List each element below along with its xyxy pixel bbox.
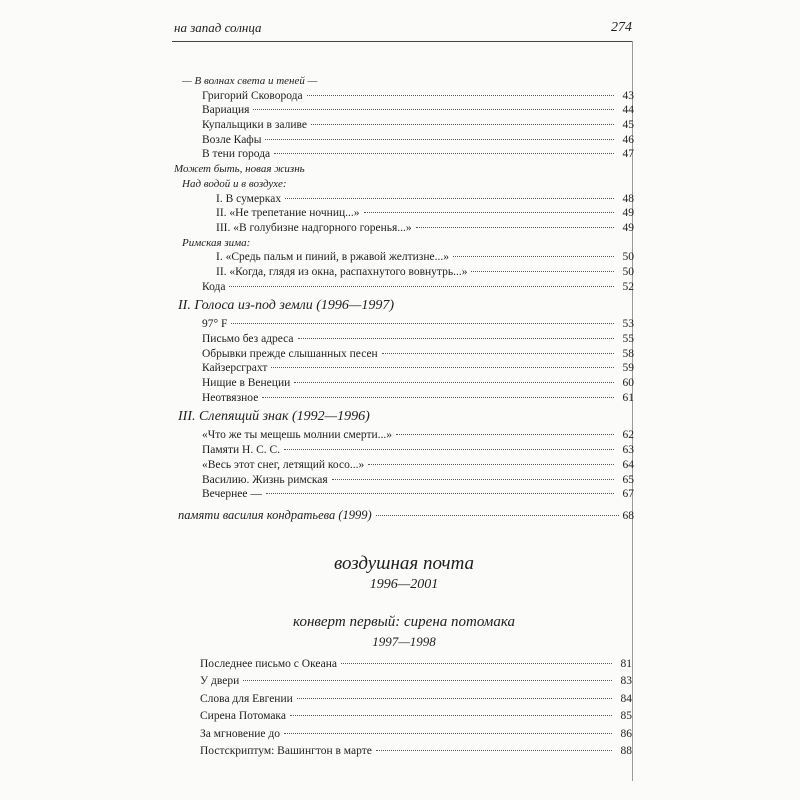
toc-entry[interactable]: Письмо без адреса 55 (202, 333, 634, 345)
toc-entry[interactable]: Неотвязное 61 (202, 391, 634, 404)
subsection-title: Римская зима: (182, 236, 251, 249)
toc-entry[interactable]: I. В сумерках 48 (216, 192, 634, 205)
part-heading: II. Голоса из-под земли (1996—1997) (178, 298, 395, 314)
table-of-contents (174, 75, 634, 524)
toc-entry[interactable]: Купальщики в заливе 45 (202, 119, 634, 132)
toc-entry[interactable]: Возле Кафы 46 (202, 133, 634, 146)
envelope-years: 1997—1998 (372, 634, 436, 649)
toc-entry[interactable]: II. «Когда, глядя из окна, распахнутого вовнутрь...» 50 (216, 265, 634, 278)
toc-entry[interactable]: За мгновение до 86 (200, 727, 632, 740)
toc-entry[interactable]: III. «В голубизне надгорного горенья...» 49 (216, 221, 634, 234)
toc-entry[interactable]: У двери 83 (200, 675, 632, 688)
envelope-title: конверт первый: сирена потомака (293, 614, 515, 630)
toc-entry[interactable]: «Что же ты мещешь молнии смерти...» 62 (202, 429, 634, 442)
toc-entry[interactable]: Вариация 44 (202, 104, 634, 117)
toc-entry[interactable]: Кода 52 (202, 280, 634, 293)
toc-entry[interactable]: Вечернее — 67 (202, 488, 634, 501)
toc-entry[interactable]: Обрывки прежде слышанных песен 58 (202, 347, 634, 360)
section-title: — В волнах света и теней — (182, 75, 318, 87)
toc-entry[interactable]: Василию. Жизнь римская 65 (202, 473, 634, 486)
toc-entry[interactable]: Сирена Потомака 85 (200, 710, 632, 723)
toc-entry[interactable]: Григорий Сковорода 43 (202, 89, 634, 102)
subsection-title: Над водой и в воздухе: (182, 177, 287, 190)
toc-entry[interactable]: Нищие в Венеции 60 (202, 377, 634, 390)
toc-entry[interactable]: Памяти Н. С. С. 63 (202, 444, 634, 457)
toc-entry[interactable]: Слова для Евгении 84 (200, 692, 632, 705)
header-rule (172, 41, 632, 42)
toc-entry[interactable]: Постскриптум: Вашингтон в марте 88 (200, 744, 632, 757)
page-number: 274 (611, 20, 632, 35)
toc-entry[interactable]: «Весь этот снег, летящий косо...» 64 (202, 458, 634, 471)
toc-entry[interactable]: Последнее письмо с Океана 81 (200, 658, 632, 670)
envelope-contents (200, 658, 632, 762)
toc-entry[interactable]: II. «Не трепетание ночниц...» 49 (216, 207, 634, 220)
memorial-entry[interactable]: памяти василия кондратьева (1999) 68 (178, 507, 634, 522)
book-title: воздушная почта (333, 553, 475, 574)
book-years: 1996—2001 (369, 577, 439, 592)
section-title: Может быть, новая жизнь (174, 163, 305, 176)
part-heading: III. Слепящий знак (1992—1996) (178, 409, 370, 425)
toc-entry[interactable]: I. «Средь пальм и пиний, в ржавой желтизне...» 50 (216, 251, 634, 264)
toc-entry[interactable]: 97° F 53 (202, 318, 634, 331)
running-title: на запад солнца (174, 20, 262, 35)
toc-entry[interactable]: В тени города 47 (202, 148, 634, 161)
toc-entry[interactable]: Кайзерсграхт 59 (202, 362, 634, 375)
